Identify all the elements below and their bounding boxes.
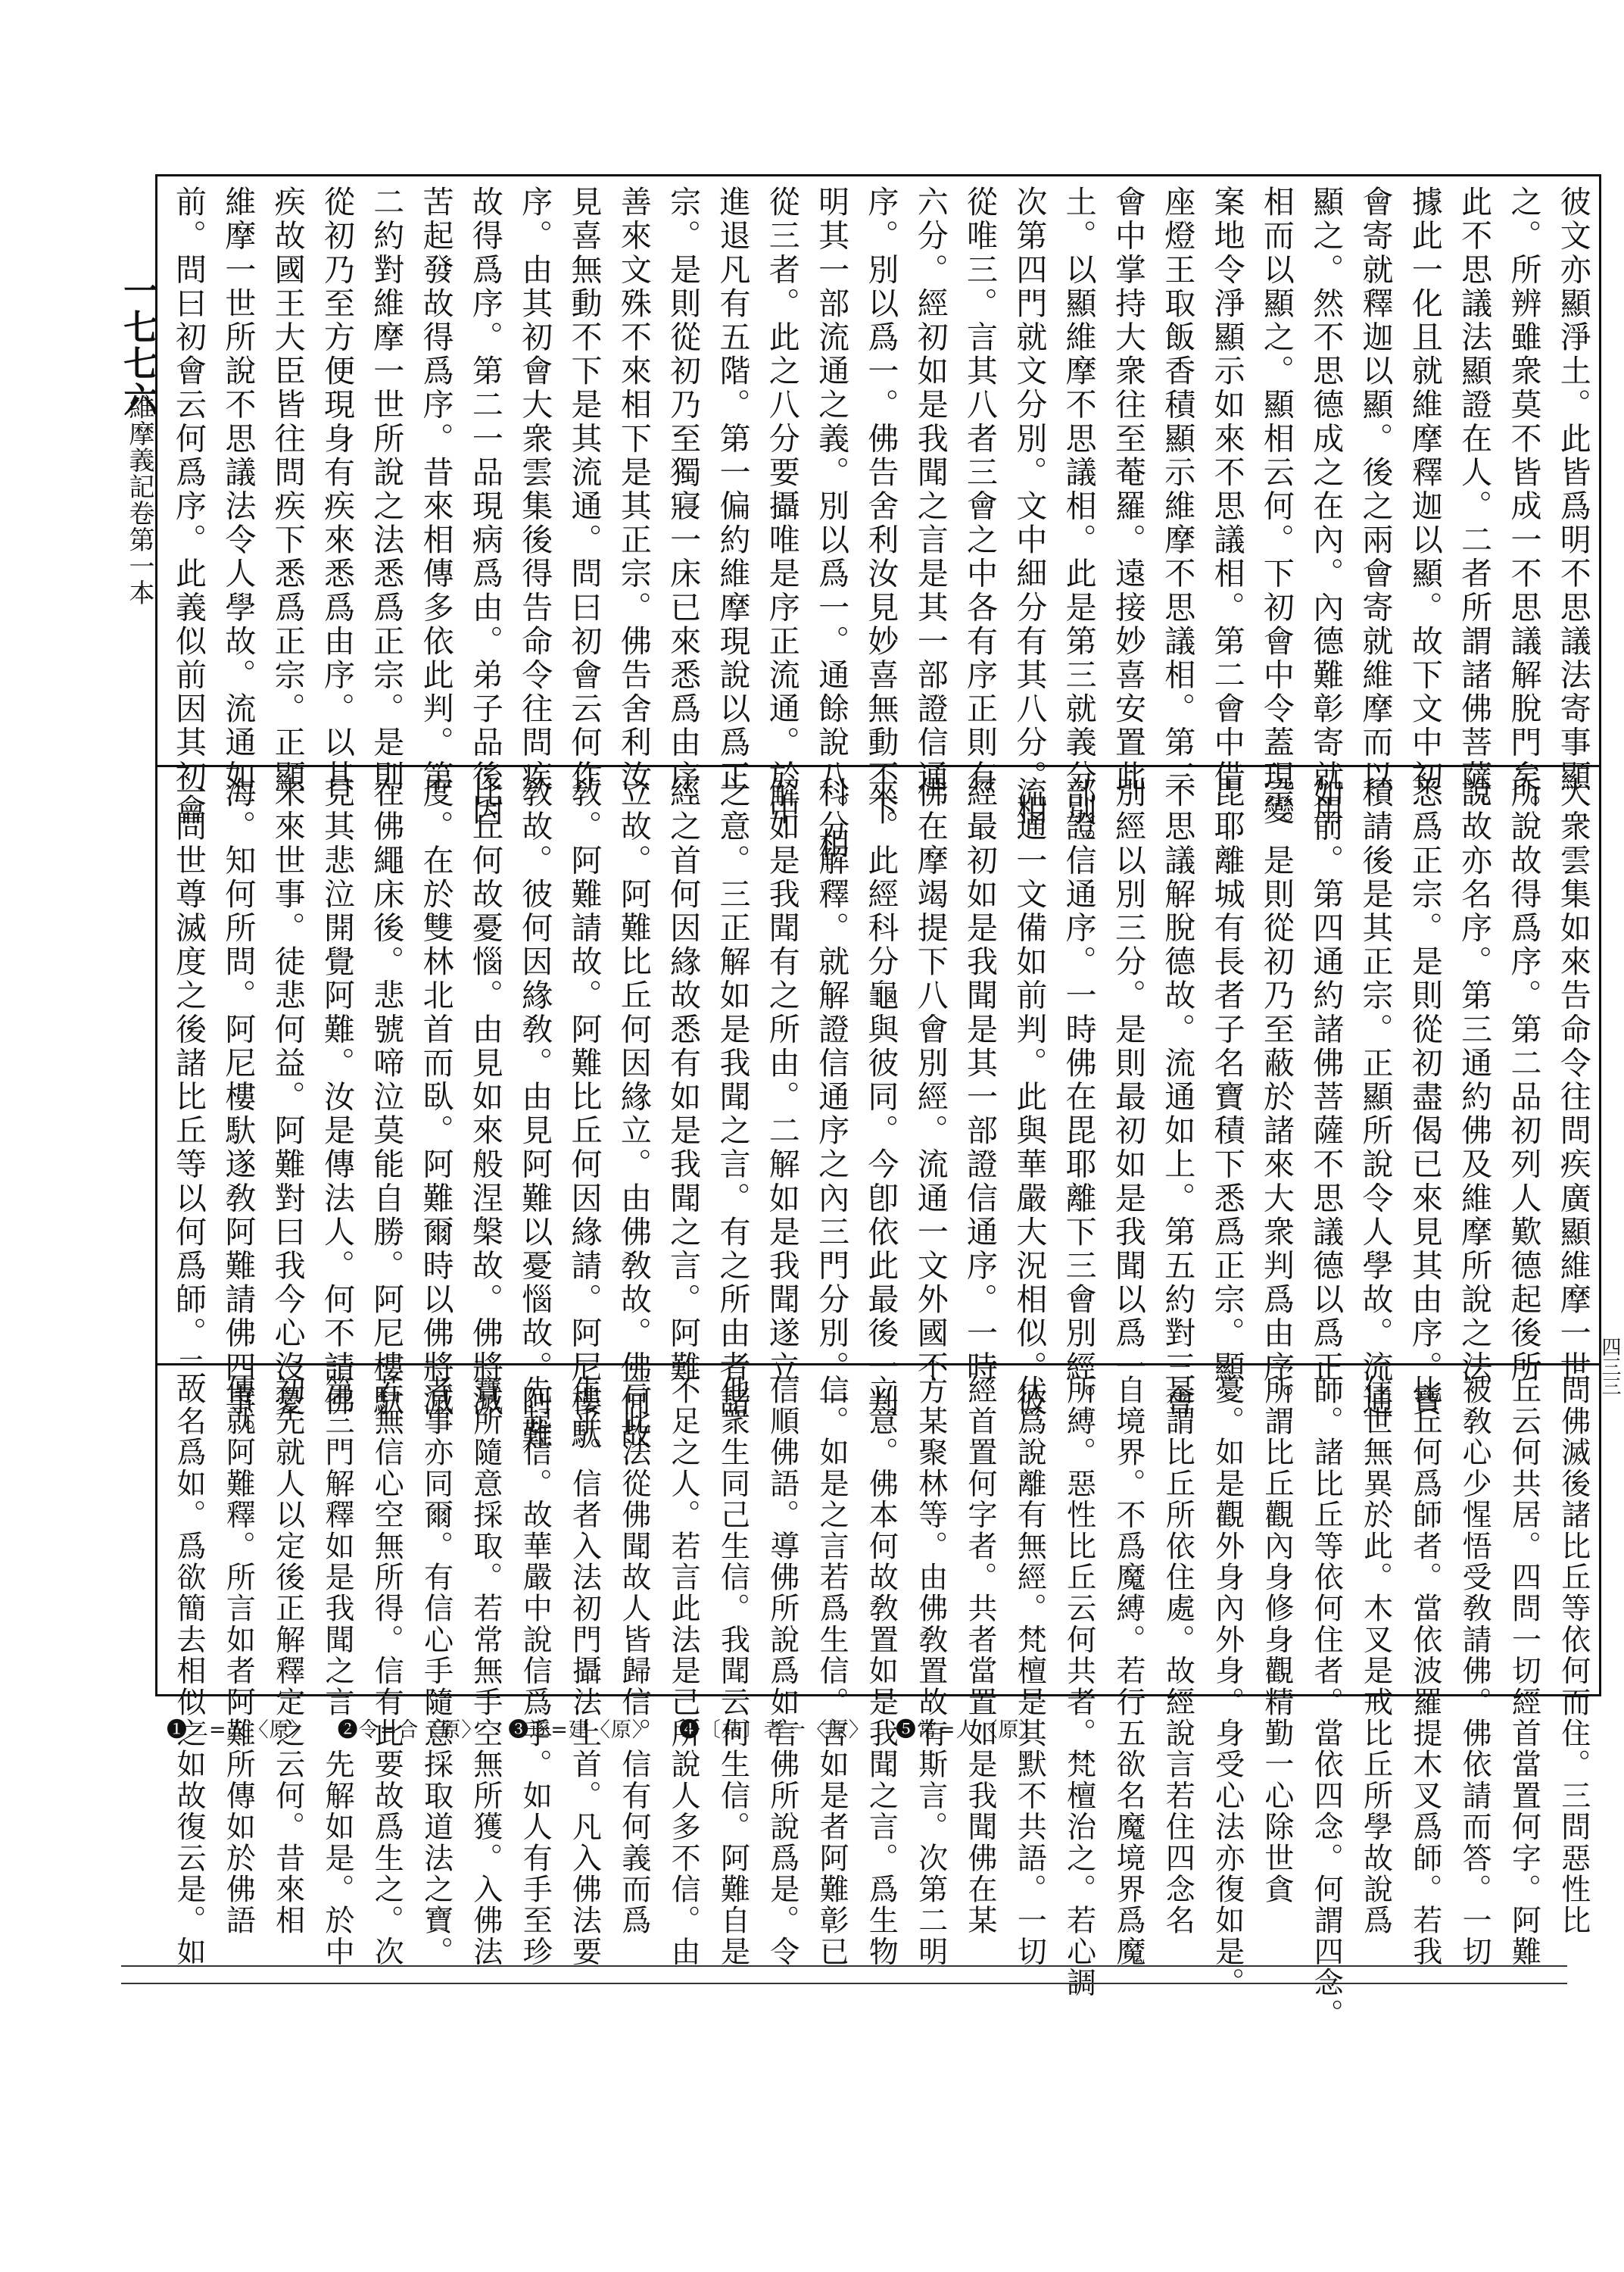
text-column: 方某聚林等。由佛敎置故有斯言。次第二明 <box>913 1375 948 1968</box>
text-column: 次第四門就文分別。文中細分有其八分。相 <box>1011 186 1048 828</box>
text-column: 宗。是則從初乃至獨寢一床已來悉爲由序。 <box>665 186 702 828</box>
text-column: 進退凡有五階。第一偏約維摩現說以爲正 <box>714 186 751 794</box>
text-column: 敎。阿難請故。阿難比丘何因緣請。阿尼樓馱 <box>566 776 603 1452</box>
text-column: 見喜無動不下是其流通。問曰初會云何作 <box>566 186 603 794</box>
text-column: 伏爲說離有無經。梵檀是其默不共語。一切 <box>1012 1375 1047 1968</box>
text-column: 見其悲泣開覺阿難。汝是傳法人。何不請佛 <box>318 776 355 1418</box>
text-column: 生乎。信者入法初門攝法上首。凡入佛法要 <box>567 1375 602 1968</box>
text-column: 明其一部流通之義。別以爲一。通餘說八。相 <box>813 186 850 861</box>
text-column: 信。如是之言若爲生信。言如是者阿難彰已 <box>815 1375 849 1968</box>
text-column: 會中掌持大衆往至菴羅。遠接妙喜安置此 <box>1109 186 1146 794</box>
text-column: 所縛。惡性比丘云何共者。梵檀治之。若心調 <box>1061 1375 1096 1999</box>
text-column: 比丘何故憂惱。由見如來般涅槃故。佛將滅 <box>466 776 503 1418</box>
text-column: 言此法從佛聞故人皆歸信。信有何義而爲 <box>616 1375 651 1937</box>
text-column: 案地令淨顯示如來不思議相。第二會中借 <box>1208 186 1245 794</box>
leaf-number: 四三三 <box>1598 1337 1621 1396</box>
text-column: 流通一文備如前判。此與華嚴大況相似。彼 <box>1011 776 1048 1418</box>
text-column: 在佛繩床後。悲號啼泣莫能自勝。阿尼樓馱 <box>368 776 405 1418</box>
text-column: 二約對維摩一世所說之法悉爲正宗。是則 <box>368 186 405 794</box>
text-column: 是謂比丘所依住處。故經說言若住四念名 <box>1161 1375 1195 1937</box>
text-column: 憂。如是觀外身內外身。身受心法亦復如是。 <box>1210 1375 1245 1999</box>
text-column: 故名爲如。爲欲簡去相似之如故復云是。如 <box>172 1375 206 1968</box>
text-column: 如前。第四通約諸佛菩薩不思議德以爲正 <box>1308 776 1345 1384</box>
text-column: 序。由其初會大衆雲集後得告命令往問疾 <box>516 186 553 794</box>
text-column: 經之首何因緣故悉有如是我聞之言。阿難 <box>665 776 702 1384</box>
text-column: 疾故國王大臣皆往問疾下悉爲正宗。正顯 <box>269 186 306 794</box>
running-title: 維摩義記卷第一本 <box>124 394 154 606</box>
text-column: 從三者。此之八分要攝唯是序正流通。於中 <box>763 186 800 828</box>
bottom-rule <box>121 1965 1567 1967</box>
text-column: 大衆雲集如來告命令往問疾廣顯維摩一世 <box>1554 776 1591 1384</box>
text-column: 來。此經科分龜與彼同。今卽依此最後一判 <box>862 776 899 1418</box>
footnote: ❹〔共〕者一〈原〉 <box>678 1718 870 1742</box>
text-column: 初先就人以定後正解釋定之云何。昔來相 <box>270 1375 305 1937</box>
text-column: 彼文亦顯淨土。此皆爲明不思議法寄事顯 <box>1554 186 1591 794</box>
text-column: 說故亦名序。第三通約佛及維摩所說之法 <box>1456 776 1493 1384</box>
text-column: 故得爲序。第二一品現病爲由。弟子品後因 <box>466 186 503 828</box>
text-column: 自境界。不爲魔縛。若行五欲名魔境界爲魔 <box>1111 1375 1146 1968</box>
footnote: ❺常=人〈原〉 <box>895 1718 1041 1742</box>
text-column: 之。所辨雖衆莫不皆成一不思議解脫門矣。 <box>1505 186 1542 828</box>
text-column: 從初乃至方便現身有疾來悉爲由序。以其 <box>318 186 355 794</box>
text-column: 被敎心少惺悟受敎請佛。佛依請而答。一切 <box>1457 1375 1492 1968</box>
text-column: 一問世尊滅度之後諸比丘等以何爲師。二 <box>170 776 207 1384</box>
text-column: 積請後是其正宗。正顯所說令人學故。流通 <box>1357 776 1394 1418</box>
text-column: 丘云何共居。四問一切經首當置何字。阿難 <box>1507 1375 1541 1968</box>
text-column: 善來文殊不來相下是其正宗。佛告舍利汝 <box>615 186 652 794</box>
text-column: 先起信。故華嚴中說信爲手。如人有手至珍 <box>518 1375 553 1968</box>
text-column: 不思議解脫德故。流通如上。第五約對三會 <box>1159 776 1196 1418</box>
text-column: 佛在摩竭提下八會別經。流通一文外國不 <box>912 776 949 1384</box>
text-column: 之意。三正解如是我聞之言。有之所由者諸 <box>714 776 751 1418</box>
text-column: 信順佛語。導佛所說爲如言佛所說爲是。令 <box>765 1375 800 1968</box>
text-column: 顯之。然不思德成之在內。內德難彰寄就用 <box>1308 186 1345 828</box>
text-column: 度。在於雙林北首而臥。阿難爾時以佛將滅 <box>417 776 454 1418</box>
footnote: ❸遂=建〈原〉 <box>508 1718 653 1742</box>
text-column: 若無信心空無所得。信有此要故爲生之。次 <box>369 1375 404 1968</box>
text-column: 此不思議法顯證在人。二者所謂諸佛菩薩。 <box>1456 186 1493 828</box>
text-column: 部證信通序。一時佛在毘耶離下三會別經。 <box>1060 776 1097 1418</box>
text-column: 宗。是則從初乃至蔽於諸來大衆判爲由序。 <box>1258 776 1295 1418</box>
text-column: 未來世事。徒悲何益。阿難對曰我今心沒憂 <box>269 776 306 1418</box>
text-column: 住世無異於此。木叉是戒比丘所學故說爲 <box>1358 1375 1393 1937</box>
text-column: 悉爲正宗。是則從初盡偈已來見其由序。寶 <box>1406 776 1443 1418</box>
text-column: 傳就阿難釋。所言如者阿難所傳如於佛語 <box>221 1375 256 1937</box>
text-column: 經首置何字者。共者當置如是我聞佛在某 <box>963 1375 997 1937</box>
text-column: 海。知何所問。阿尼樓馱遂敎阿難請佛四事。 <box>220 776 257 1452</box>
text-column: 六分。經初如是我聞之言是其一部證信通 <box>912 186 949 794</box>
register-top <box>159 186 1598 861</box>
footnote: ❷令=合〈原〉 <box>337 1718 483 1742</box>
text-column: 解如是我聞有之所由。二解如是我聞遂立 <box>763 776 800 1384</box>
text-column: 所說故得爲序。第二品初列人歎德起後所 <box>1505 776 1542 1384</box>
text-column: 據此一化且就維摩釋迦以顯。故下文中初 <box>1406 186 1443 794</box>
text-column: 第三門解釋如是我聞之言。先解如是。於中 <box>320 1375 354 1968</box>
text-column: 所謂比丘觀內身修身觀精勤一心除世貪 <box>1259 1375 1294 1905</box>
text-column: 他衆生同己生信。我聞云何生信。阿難自是 <box>715 1375 750 1968</box>
text-column: 科分解釋。就解證信通序之內三門分別。一 <box>813 776 850 1418</box>
text-column: 土。以顯維摩不思議相。此是第三就義分別。 <box>1060 186 1097 861</box>
text-column: 者事亦同爾。有信心手隨意採取道法之寶。 <box>419 1375 454 1968</box>
text-column: 座燈王取飯香積顯示維摩不思議相。第三 <box>1159 186 1196 794</box>
text-column: 苦起發故得爲序。昔來相傳多依此判。第 <box>417 186 454 794</box>
text-column: 序。別以爲一。佛告舍利汝見妙喜無動不下 <box>862 186 899 828</box>
text-column: 經最初如是我聞是其一部證信通序。一時 <box>962 776 998 1384</box>
text-column: 師。諸比丘等依何住者。當依四念。何謂四念。 <box>1309 1375 1344 2030</box>
text-column: 別經以別三分。是則最初如是我聞以爲一 <box>1109 776 1146 1384</box>
text-column: 問佛滅後諸比丘等依何而住。三問惡性比 <box>1556 1375 1591 1937</box>
page-number: 一七七六 <box>118 273 159 418</box>
text-column: 不足之人。若言此法是己所說人多不信。由 <box>666 1375 701 1968</box>
text-column: 前。問曰初會云何爲序。此義似前因其初會 <box>170 186 207 828</box>
text-column: 毘耶離城有長者子名寶積下悉爲正宗。顯 <box>1208 776 1245 1384</box>
text-column: 會寄就釋迦以顯。後之兩會寄就維摩而以 <box>1357 186 1394 794</box>
footnotes <box>167 1713 1067 1743</box>
bottom-rule <box>121 1983 1567 1984</box>
text-column: 維摩一世所說不思議法令人學故。流通如 <box>220 186 257 794</box>
text-column: 立故。阿難比丘何因緣立。由佛敎故。佛何故 <box>615 776 652 1452</box>
register-middle <box>159 776 1598 1452</box>
text-column: 比丘何爲師者。當依波羅提木叉爲師。若我 <box>1407 1375 1442 1968</box>
footnote: ❶二=人〈原〉 <box>167 1718 312 1742</box>
text-column: 從唯三。言其八者三會之中各有序正則有 <box>962 186 998 794</box>
text-column: 寶所隨意採取。若常無手空無所獲。入佛法 <box>468 1375 503 1968</box>
text-column: 敎故。彼何因緣敎。由見阿難以憂惱故。阿難 <box>516 776 553 1452</box>
text-column: 立意。佛本何故敎置如是我聞之言。爲生物 <box>864 1375 899 1968</box>
text-column: 相而以顯之。顯相云何。下初會中令蓋現變 <box>1258 186 1295 828</box>
